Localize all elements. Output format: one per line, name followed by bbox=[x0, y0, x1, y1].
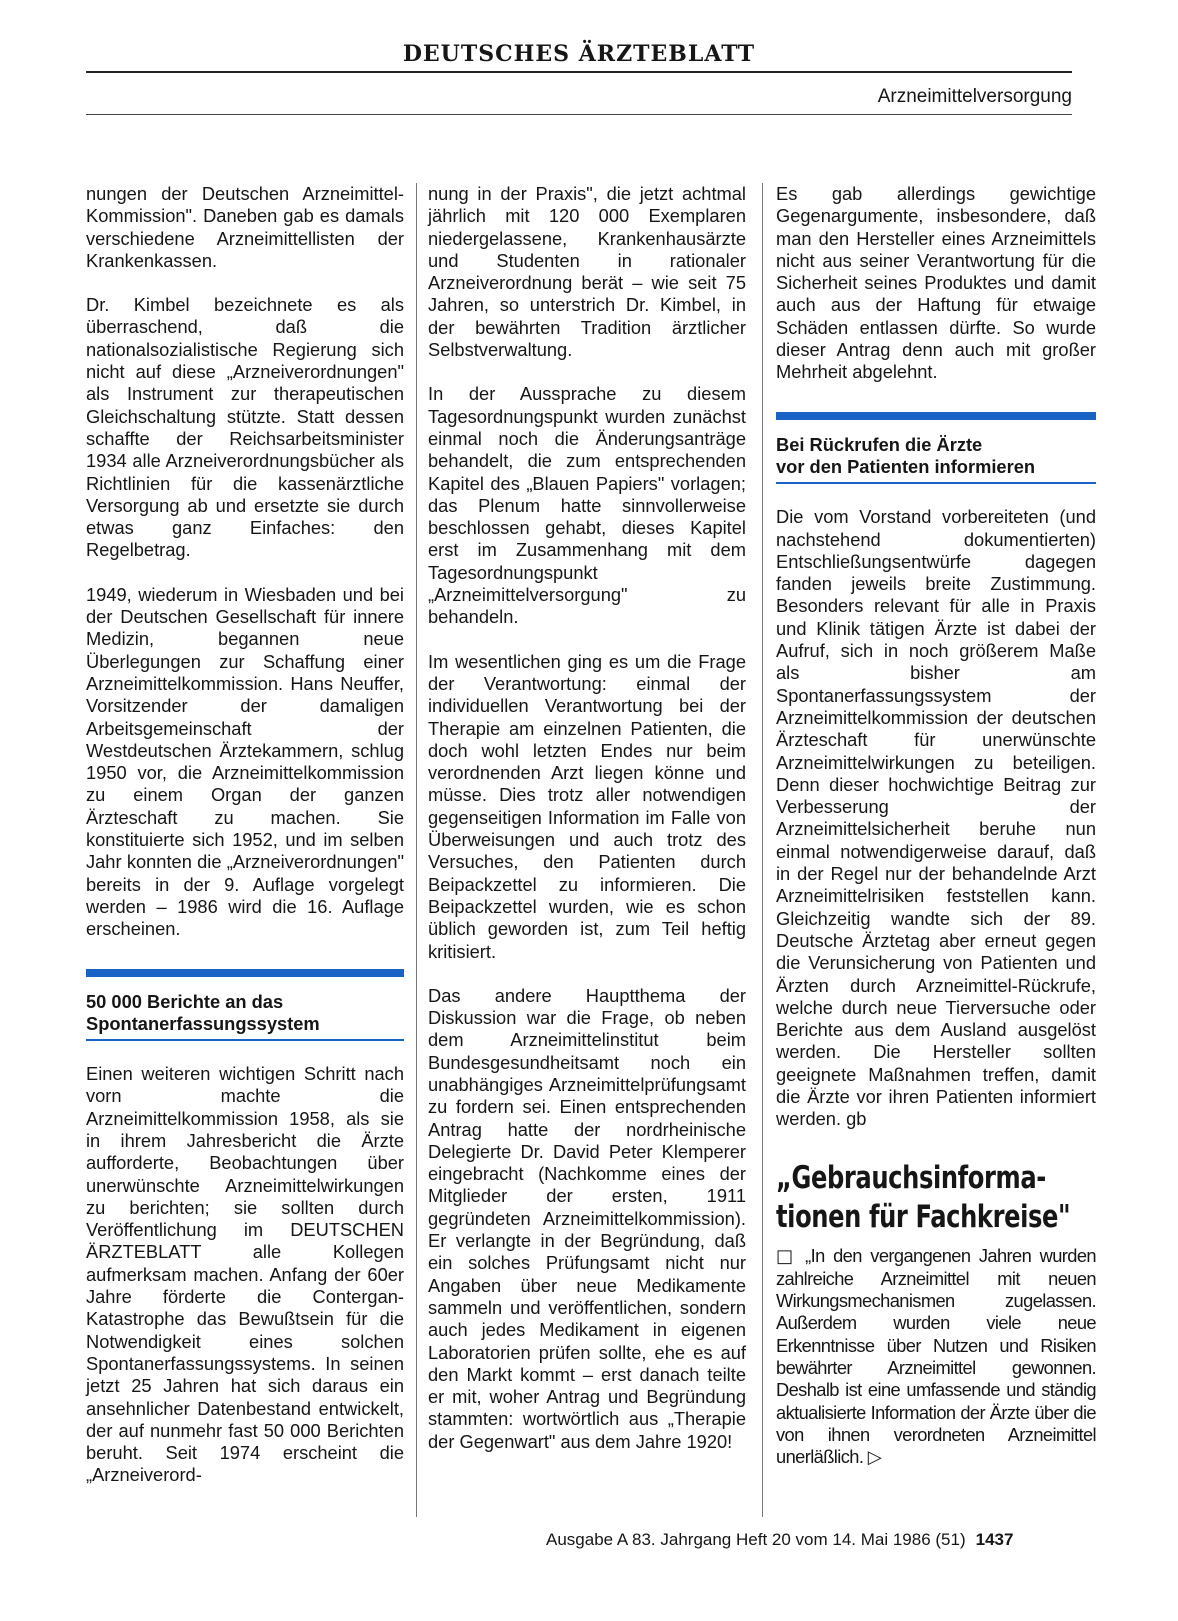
paragraph: Im wesentlichen ging es um die Frage der Verantwortung: einmal der individuellen Verantwortung bei der Therapie am einzelnen Patienten, die doch wohl letzten Endes nur beim verordnenden Arzt liegen könne und müsse. Dies trotz aller notwendigen gegenseitigen Information im Falle von Überweisungen und auch trotz des Versuches, den Patienten durch Beipackzettel zu informieren. Die Beipackzettel wurden, wie es schon üblich geworden ist, zum Teil heftig kritisiert. bbox=[428, 650, 746, 962]
paragraph: nung in der Praxis", die jetzt achtmal jährlich mit 120 000 Exemplaren niedergelassene, Krankenhausärzte und Studenten in rationaler Arzneiverordnung berät – wie seit 75 Jahren, so unterstrich Dr. Kimbel, in der bewährten Tradition ärztlicher Selbstverwaltung. bbox=[428, 183, 746, 361]
paragraph: Einen weiteren wichtigen Schritt nach vorn machte die Arzneimittelkommission 1958, als sie in ihrem Jahresbericht die Ärzte aufforderte, Beobachtungen über unerwünschte Arzneimittelwirkungen zu berichten; sie sollten durch Veröffentlichung im DEUTSCHEN ÄRZTEBLATT alle Kollegen aufmerksam machen. Anfang der 60er Jahre förderte die Contergan-Katastrophe das Bewußtsein für die Notwendigkeit eines solchen Spontanerfassungssystems. In seinen jetzt 25 Jahren hat sich daraus ein ansehnlicher Datenbestand entwickelt, der auf nunmehr fast 50 000 Berichten beruht. Seit 1974 erscheint die „Arzneiverord- bbox=[86, 1063, 404, 1486]
column-1 bbox=[86, 183, 404, 1487]
column-divider bbox=[416, 183, 417, 1517]
subheading bbox=[776, 434, 1096, 479]
subheading-block bbox=[86, 969, 404, 1042]
subheading-line: Spontanerfassungssystem bbox=[86, 1012, 320, 1034]
paragraph: nungen der Deutschen Arzneimittel-Kommission". Daneben gab es damals verschiedene Arzneimittellisten der Krankenkassen. bbox=[86, 183, 404, 271]
box-paragraph bbox=[776, 1245, 1096, 1470]
paragraph: In der Aussprache zu diesem Tagesordnungspunkt wurden zunächst einmal noch die Änderungsanträge behandelt, die zum entsprechenden Kapitel des „Blauen Papiers" vorlagen; das Plenum hatte sinnvollerweise beschlossen gehabt, dieses Kapitel erst im Zusammenhang mit dem Tagesordnungspunkt „Arzneimittelversorgung" zu behandeln. bbox=[428, 383, 746, 628]
paragraph: Dr. Kimbel bezeichnete es als überraschend, daß die nationalsozialistische Regierung sich nicht auf diese „Arzneiverordnungen" als Instrument zur therapeutischen Gleichschaltung stützte. Statt dessen schaffte der Reichsarbeitsminister 1934 alle Arzneiverordnungsbücher als Richtlinien für die kassenärztliche Versorgung ab und ersetzte sie durch etwas ganz Einfaches: den Regelbetrag. bbox=[86, 294, 404, 561]
subheading-underline bbox=[776, 482, 1096, 484]
square-bullet-icon: □ bbox=[776, 1245, 797, 1267]
subheading bbox=[86, 991, 404, 1036]
author-initials: gb bbox=[846, 1108, 867, 1130]
subheading-line: 50 000 Berichte an das bbox=[86, 990, 284, 1012]
paragraph: 1949, wiederum in Wiesbaden und bei der Deutschen Gesellschaft für innere Medizin, begannen neue Überlegungen zur Schaffung einer Arzneimittelkommission. Hans Neuffer, Vorsitzender der damaligen Arbeitsgemeinschaft der Westdeutschen Ärztekammern, schlug 1950 vor, die Arzneimittelkommission zu einem Organ der ganzen Ärzteschaft zu machen. Sie konstituierte sich 1952, und im selben Jahr konnten die „Arzneiverordnungen" bereits in der 9. Auflage vorgelegt werden – 1986 wird die 16. Auflage erscheinen. bbox=[86, 583, 404, 940]
edition-info: Ausgabe A 83. Jahrgang Heft 20 vom 14. Mai 1986 (51) bbox=[546, 1530, 966, 1549]
subheading-line: vor den Patienten informieren bbox=[776, 455, 1036, 477]
box-text: „In den vergangenen Jahren wurden zahlreiche Arzneimittel mit neuen Wirkungsmechanismen zugelassen. Außerdem wurden viele neue Erkenntnisse über Nutzen und Risiken bewährter Arzneimittel gewonnen. Deshalb ist eine umfassende und ständig aktualisierte Information der Ärzte über die von ihnen verordneten Arzneimittel unerläßlich. bbox=[776, 1244, 1096, 1468]
subheading-bar bbox=[86, 969, 404, 977]
subheading-bar bbox=[776, 412, 1096, 420]
subheading-block bbox=[776, 412, 1096, 485]
box-title bbox=[776, 1159, 1096, 1237]
section-rule bbox=[86, 114, 1072, 115]
paragraph: Das andere Hauptthema der Diskussion war die Frage, ob neben dem Arzneimittelinstitut beim Bundesgesundheitsamt noch ein unabhängiges Arzneimittelprüfungsamt zu fordern sei. Einen entsprechenden Antrag hatte der nordrheinische Delegierte Dr. David Peter Klemperer eingebracht (Nachkomme eines der Mitglieder der ersten, 1911 gegründeten Arzneimittelkommission). Er verlangte in der Begründung, daß ein solches Prüfungsamt nicht nur Angaben über neue Medikamente sammeln und veröffentlichen, sondern auch jedes Medikament in eigenen Laboratorien prüfen sollte, ehe es auf den Markt kommt – erst danach teilte er mit, woher Antrag und Begründung stammten: wortwörtlich aus „Therapie der Gegenwart" aus dem Jahre 1920! bbox=[428, 984, 746, 1452]
subheading-underline bbox=[86, 1039, 404, 1041]
continue-arrow-icon: ▷ bbox=[867, 1447, 882, 1469]
column-3 bbox=[776, 183, 1096, 1470]
header-rule bbox=[86, 71, 1072, 73]
paragraph bbox=[776, 506, 1096, 1130]
page-number: 1437 bbox=[975, 1530, 1014, 1549]
column-divider bbox=[762, 183, 763, 1517]
masthead: DEUTSCHES ÄRZTEBLATT bbox=[402, 41, 756, 67]
subheading-line: Bei Rückrufen die Ärzte bbox=[776, 433, 983, 455]
column-2 bbox=[428, 183, 746, 1453]
box-title-line: tionen für Fachkreise" bbox=[776, 1198, 1071, 1235]
box-title-line: „Gebrauchsinforma- bbox=[776, 1159, 1046, 1196]
page-footer bbox=[546, 1529, 1013, 1551]
paragraph: Es gab allerdings gewichtige Gegenargumente, insbesondere, daß man den Hersteller eines Arzneimittels nicht aus seiner Verantwortung für die Sicherheit seines Produktes und damit auch aus der Haftung für etwaige Schäden entlassen dürfte. So wurde dieser Antrag denn auch mit großer Mehrheit abgelehnt. bbox=[776, 183, 1096, 383]
paragraph-text: Die vom Vorstand vorbereiteten (und nachstehend dokumentierten) Entschließungsentwürfe dagegen fanden jeweils breite Zustimmung. Besonders relevant für alle in Praxis und Klinik tätigen Ärzte ist dabei der Aufruf, sich in noch größerem Maße als bisher am Spontanerfassungssystem der Arzneimittelkommission der deutschen Ärzteschaft für unerwünschte Arzneimittelwirkungen zu beteiligen. Denn dieser hochwichtige Beitrag zur Verbesserung der Arzneimittelsicherheit beruhe nun einmal notwendigerweise darauf, daß in der Regel nur der behandelnde Arzt Arzneimittelrisiken feststellen kann. Gleichzeitig wandte sich der 89. Deutsche Ärztetag aber erneut gegen die Verunsicherung von Patienten und Ärzten durch Arzneimittel-Rückrufe, welche durch neue Tierversuche oder Berichte aus dem Ausland ausgelöst werden. Die Hersteller sollten geeignete Maßnahmen treffen, damit die Ärzte vor ihren Patienten informiert werden. bbox=[776, 506, 1096, 1130]
section-title: Arzneimittelversorgung bbox=[877, 86, 1072, 107]
